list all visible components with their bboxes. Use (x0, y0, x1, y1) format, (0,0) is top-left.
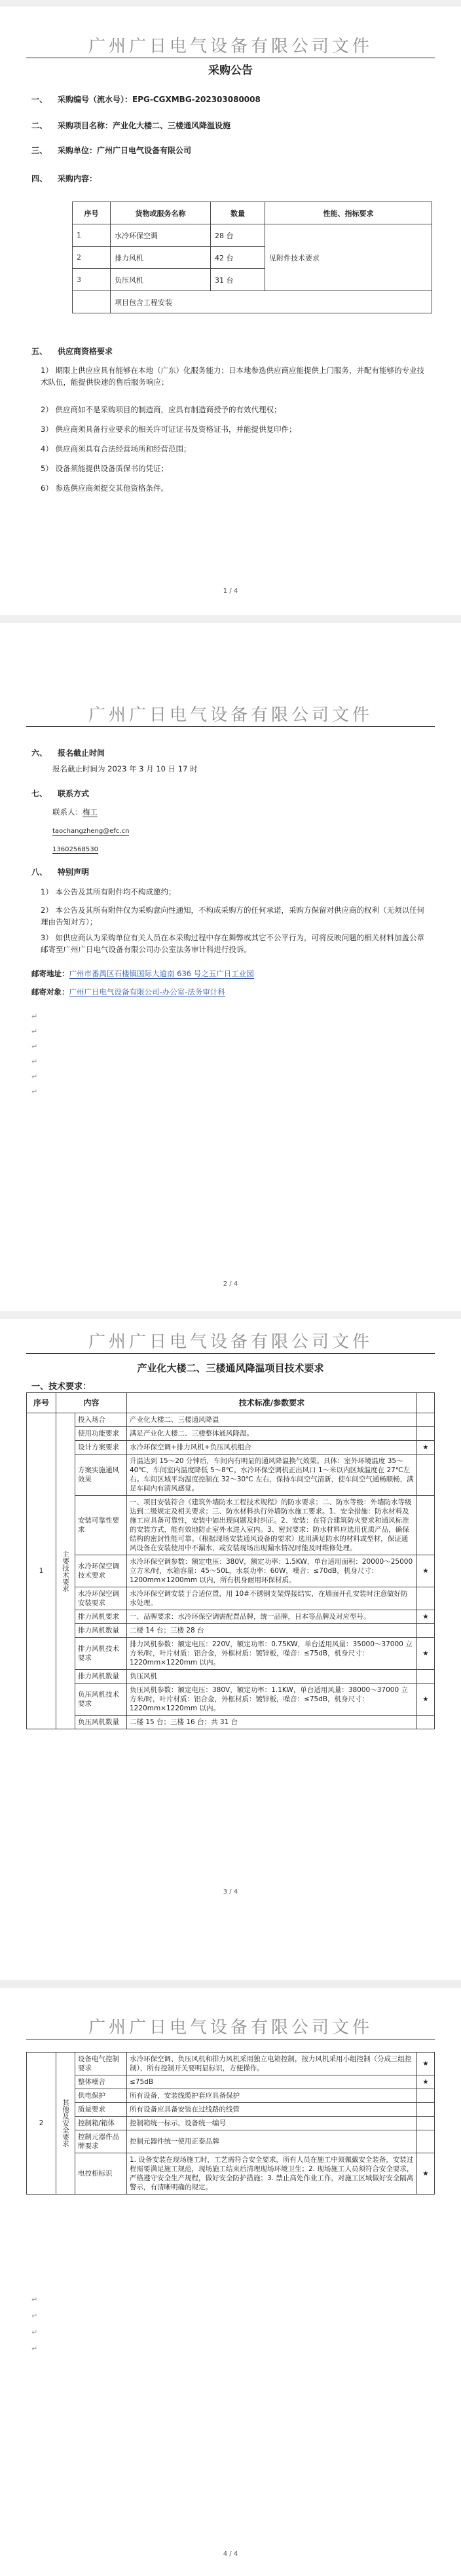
table-row: 电控柜标识 1. 设备安装在现场施工时，工艺需符合安全要求，所有人员在施工中须佩戴安全装备，安装过程需要满足施工规范，现场施工结束后清理现场环境卫生；2. 现场施工人员须符合安全要求，严格遵守安全生产规程，做好安全防护措施；3. 禁止高处作业工作，对施工区域做好安全隔离警示，有清晰明确的规定。 ★ (27, 2153, 435, 2195)
section-6: 六、 报名截止时间 (31, 749, 105, 758)
star-icon: ★ (417, 2153, 435, 2195)
table-row: 2 其他及安全要求 设备电气控制要求 水冷环保空调、负压风机和排力风机采用独立电箱控制，按力风机采用小组控制（分成三组控制），所有控制开关要明显标识，方便操作。 ★ (27, 2053, 435, 2075)
doc-header: 广州广日电气设备有限公司文件 (88, 1332, 373, 1352)
table-row: 1 主要技术要求 投入场合 产业化大楼二、三楼通风降温 (27, 1413, 435, 1427)
page-footer: 1 / 4 (223, 588, 238, 595)
spec-subtitle: 一、技术要求： (31, 1382, 92, 1392)
table-row: 负压风机数量 二楼 15 台；三楼 16 台；共 31 台 (27, 1716, 435, 1729)
contact-email[interactable]: taochangzheng@efc.cn (52, 828, 130, 835)
table-row: 排力风机数量 负压风机 (27, 1670, 435, 1684)
note-2: 2） 本公告及其所有附件仅为采购意向性通知，不构成采购方的任何承诺，采购方保留对供应商的权利（无须以任何理由告知对方）； (41, 906, 424, 926)
doc-header: 广州广日电气设备有限公司文件 (88, 705, 373, 725)
contact-line: 联系人：梅工 (52, 807, 98, 817)
table-row: 3 负压风机 31 台 (73, 269, 432, 291)
section-7: 七、 联系方式 (31, 789, 90, 798)
table-row: 排力风机要求 一、品牌要求：水冷环保空调需配置品牌，统一品牌，日本等品牌及对应型号。 ★ (27, 1610, 435, 1624)
requirement-4: 4） 供应商须具有合法经营场所和经营范围； (41, 444, 191, 453)
page-1 (0, 7, 461, 615)
doc-header: 广州广日电气设备有限公司文件 (88, 2018, 373, 2038)
table-row: 2 排力风机 42 台 (73, 247, 432, 269)
doc-header: 广州广日电气设备有限公司文件 (88, 37, 373, 56)
star-icon: ★ (417, 1441, 435, 1455)
section-1: 一、 采购编号（流水号）：EPG-CGXMBG-202303080008 (31, 95, 261, 104)
table-row: 排力风机技术要求 排力风机参数：额定电压：220V，额定功率：0.75KW，单台适用风量：35000～37000 立方米/时，叶片材质：铝合金，外框材质：镀锌板，噪音：≤75dB，机身尺寸：1220mm×1220mm 以内。 ★ (27, 1638, 435, 1670)
table-row: 水冷环保空调技术要求 水冷环保空调参数：额定电压：380V，额定功率：1.5KW，单台适用面积：20000～25000 立方米/时，水箱容量：45～50L，水泵功率：60W，噪音：≤70dB，机身尺寸：1200mm×1200mm 以内，所有机身耐用环保材质。 ★ (27, 1555, 435, 1587)
table-row: 方案实施通风效果 升温达到 15～20 分钟后，车间内有明显的通风降温换气效果。具体：室外环境温度 35～40℃，车间室内温度降低 5～8℃。水冷环保空调机正出风口 1～米以内区域温度在 27℃左右。车间区域平均温度控制在 32～30℃ 左右，保持车间空气清新，使车间空气通畅顺畅，满足车间内有清风感觉。 (27, 1455, 435, 1496)
requirement-6: 6） 参选供应商须提交其他资格条件。 (41, 484, 168, 493)
table-row: 质量要求 所有设备应具备安装在过线路的线管 (27, 2103, 435, 2117)
star-icon: ★ (417, 2053, 435, 2075)
spec-title: 产业化大楼二、三楼通风降温项目技术要求 (137, 1362, 324, 1374)
table-row: 设计方案要求 水冷环保空调+排力风机+负压风机组合 ★ (27, 1441, 435, 1455)
table-row: 安装可靠性要求 一、项目安装符合《建筑外墙防水工程技术规程》的防水要求；二、防水等级：外墙防水等级达到二级规定及相关要求；三、防水材料执行外墙防水施工要求。1、安全措施：防水材料及施工应具备可靠性，安装中如出现问题及时纠正。2、安装：在符合建筑防火要求和通风标准的安装方式，能有效地防止室外水进入室内。3、密封要求：防水材料应选用优质产品，确保结构的密封性能可靠。（根据现场安装通风设备的要求）选用满足防水的材料或型材，保证通风设备在安装使用中不漏水，或安装现场出现漏水情况时能及时维修处理。 (27, 1496, 435, 1555)
items-table (72, 202, 432, 313)
page-4: 广州广日电气设备有限公司文件 2 其他及安全要求 设备电气控制要求 水冷环保空调、负压风机和排力风机采用独立电箱控制，按力风机采用小组控制（分成三组控制），所有控制开关要明显标识，方便操作。 ★ 整体噪音 ≤75dB ★ 供电保护 所有设备，安装线缆护套应具备保护 质量要求 所有设备应具备安装在过线路的线管 控制箱/箱体 控制箱统一标示，设备统一编号 控制元器件品牌要求 控制元器件统一使用正泰品牌 电控柜标识 1. 设备安装在现场施工时，工艺需符合安全要求，所有人员在施工中须佩戴安全装备，安装过程需要满足施工规范，现场施工结束后清理现场环境卫生；2. 现场施工人员须符合安全要求，严格遵守安全生产规程，做好安全防护措施；3. 禁止高处作业工作，对施工区域做好安全隔离警示，有清晰明确的规定。 ★ ↵ ↵ ↵ ↵ 4 / 4 (0, 1988, 461, 2576)
star-icon: ★ (417, 1638, 435, 1670)
table-row: 控制元器件品牌要求 控制元器件统一使用正泰品牌 (27, 2130, 435, 2153)
deadline-text: 报名截止时间为 2023 年 3 月 10 日 17 时 (52, 764, 198, 773)
section-5: 五、 供应商资格要求 (31, 347, 113, 356)
page-footer: 2 / 4 (223, 1280, 238, 1288)
spec-table (26, 1392, 435, 1729)
requirement-2: 2） 供应商如不是采购项目的制造商，应具有制造商授予的有效代理权； (41, 405, 282, 414)
table-row: 1 水冷环保空调 28 台 见附件技术要求 (73, 224, 432, 247)
page-3 (0, 1319, 461, 1980)
section-2: 二、 采购项目名称：产业化大楼二、三楼通风降温设施 (31, 121, 231, 130)
star-icon: ★ (417, 1684, 435, 1716)
section-4: 四、 采购内容： (31, 174, 98, 183)
requirement-1: 1） 期限上供应应具有能够在本地（广东）化服务能力；日本地参选供应商应能提供上门服务，并配有能够的专业技术队伍，能提供快速的售后服务响应； (41, 366, 424, 387)
section-3: 三、 采购单位：广州广日电气设备有限公司 (31, 146, 192, 155)
requirement-3: 3） 供应商须具备行业要求的相关许可证证书及资格证书，并能提供复印件； (41, 425, 297, 434)
star-icon: ★ (417, 1555, 435, 1587)
doc-title: 采购公告 (208, 64, 253, 77)
page-2: 广州广日电气设备有限公司文件 六、 报名截止时间 报名截止时间为 2023 年 3 月 10 日 17 时 七、 联系方式 联系人：梅工 taochangzheng@efc.cn 13602568530 八、 特别声明 1） 本公告及其所有附件均不构成邀约； 2） 本公告及其所有附件仅为采购意向性通知，不构成采购方的任何承诺，采购方保留对供应商的权利（无须以任何理由告知对方）； 3） 如供应商认为采购单位有关人员在本采购过程中存在舞弊或其它不公平行为，可将反映问题的相关材料加盖公章邮寄至广州广日电气设备有限公司办公室法务审计科进行投诉。 邮寄地址：广州市番禺区石楼镇国际大道南 636 号之五广日工业园 邮寄对象：广州广日电气设备有限公司-办公室-法务审计科 ↵ ↵ ↵ ↵ ↵ ↵ 2 / 4 (0, 623, 461, 1311)
contact-phone: 13602568530 (52, 846, 98, 853)
star-icon: ★ (417, 2075, 435, 2089)
requirement-5: 5） 设备须能提供设备质保书的凭证； (41, 464, 168, 473)
table-row: 排力风机数量 二楼 14 台；三楼 28 台 (27, 1624, 435, 1638)
mail-recipient: 邮寄对象：广州广日电气设备有限公司-办公室-法务审计科 (31, 987, 225, 997)
page-footer: 4 / 4 (223, 2550, 238, 2558)
note-3: 3） 如供应商认为采购单位有关人员在本采购过程中存在舞弊或其它不公平行为，可将反映问题的相关材料加盖公章邮寄至广州广日电气设备有限公司办公室法务审计科进行投诉。 (41, 933, 424, 954)
table-row: 负压风机技术要求 负压风机参数：额定电压：380V，额定功率：1.1KW，单台适用风量：38000～37000 立方米/时，叶片材质：铝合金，外框材质：镀锌板，噪音：≤75dB，机身尺寸：1220mm×1220mm 以内。 ★ (27, 1684, 435, 1716)
table-row: 控制箱/箱体 控制箱统一标示，设备统一编号 (27, 2117, 435, 2130)
table-row: 项目包含工程安装 (73, 291, 432, 313)
spec-header-row: 序号 内容 技术标准/参数要求 (27, 1393, 435, 1413)
star-icon: ★ (417, 1610, 435, 1624)
items-spec-note: 见附件技术要求 (265, 224, 432, 291)
contact-name: 梅工 (83, 807, 98, 817)
mail-address: 邮寄地址：广州市番禺区石楼镇国际大道南 636 号之五广日工业园 (31, 969, 254, 978)
table-row: 水冷环保空调安装要求 水冷环保空调安装于合适位置，用 10#不锈钢支架焊接结实，在墙面开孔安装时注意做好防水处理。 (27, 1587, 435, 1610)
page-footer: 3 / 4 (223, 1888, 238, 1896)
table-row: 使用功能要求 满足产业化大楼二、三楼整体通风降温。 (27, 1427, 435, 1441)
table-row: 供电保护 所有设备，安装线缆护套应具备保护 (27, 2089, 435, 2103)
section-8: 八、 特别声明 (31, 868, 90, 877)
items-header-row: 序号 货物或服务名称 数量 性能、指标要求 (73, 202, 432, 224)
table-row: 整体噪音 ≤75dB ★ (27, 2075, 435, 2089)
note-1: 1） 本公告及其所有附件均不构成邀约； (41, 887, 176, 896)
spec-table-continued (26, 2052, 435, 2195)
